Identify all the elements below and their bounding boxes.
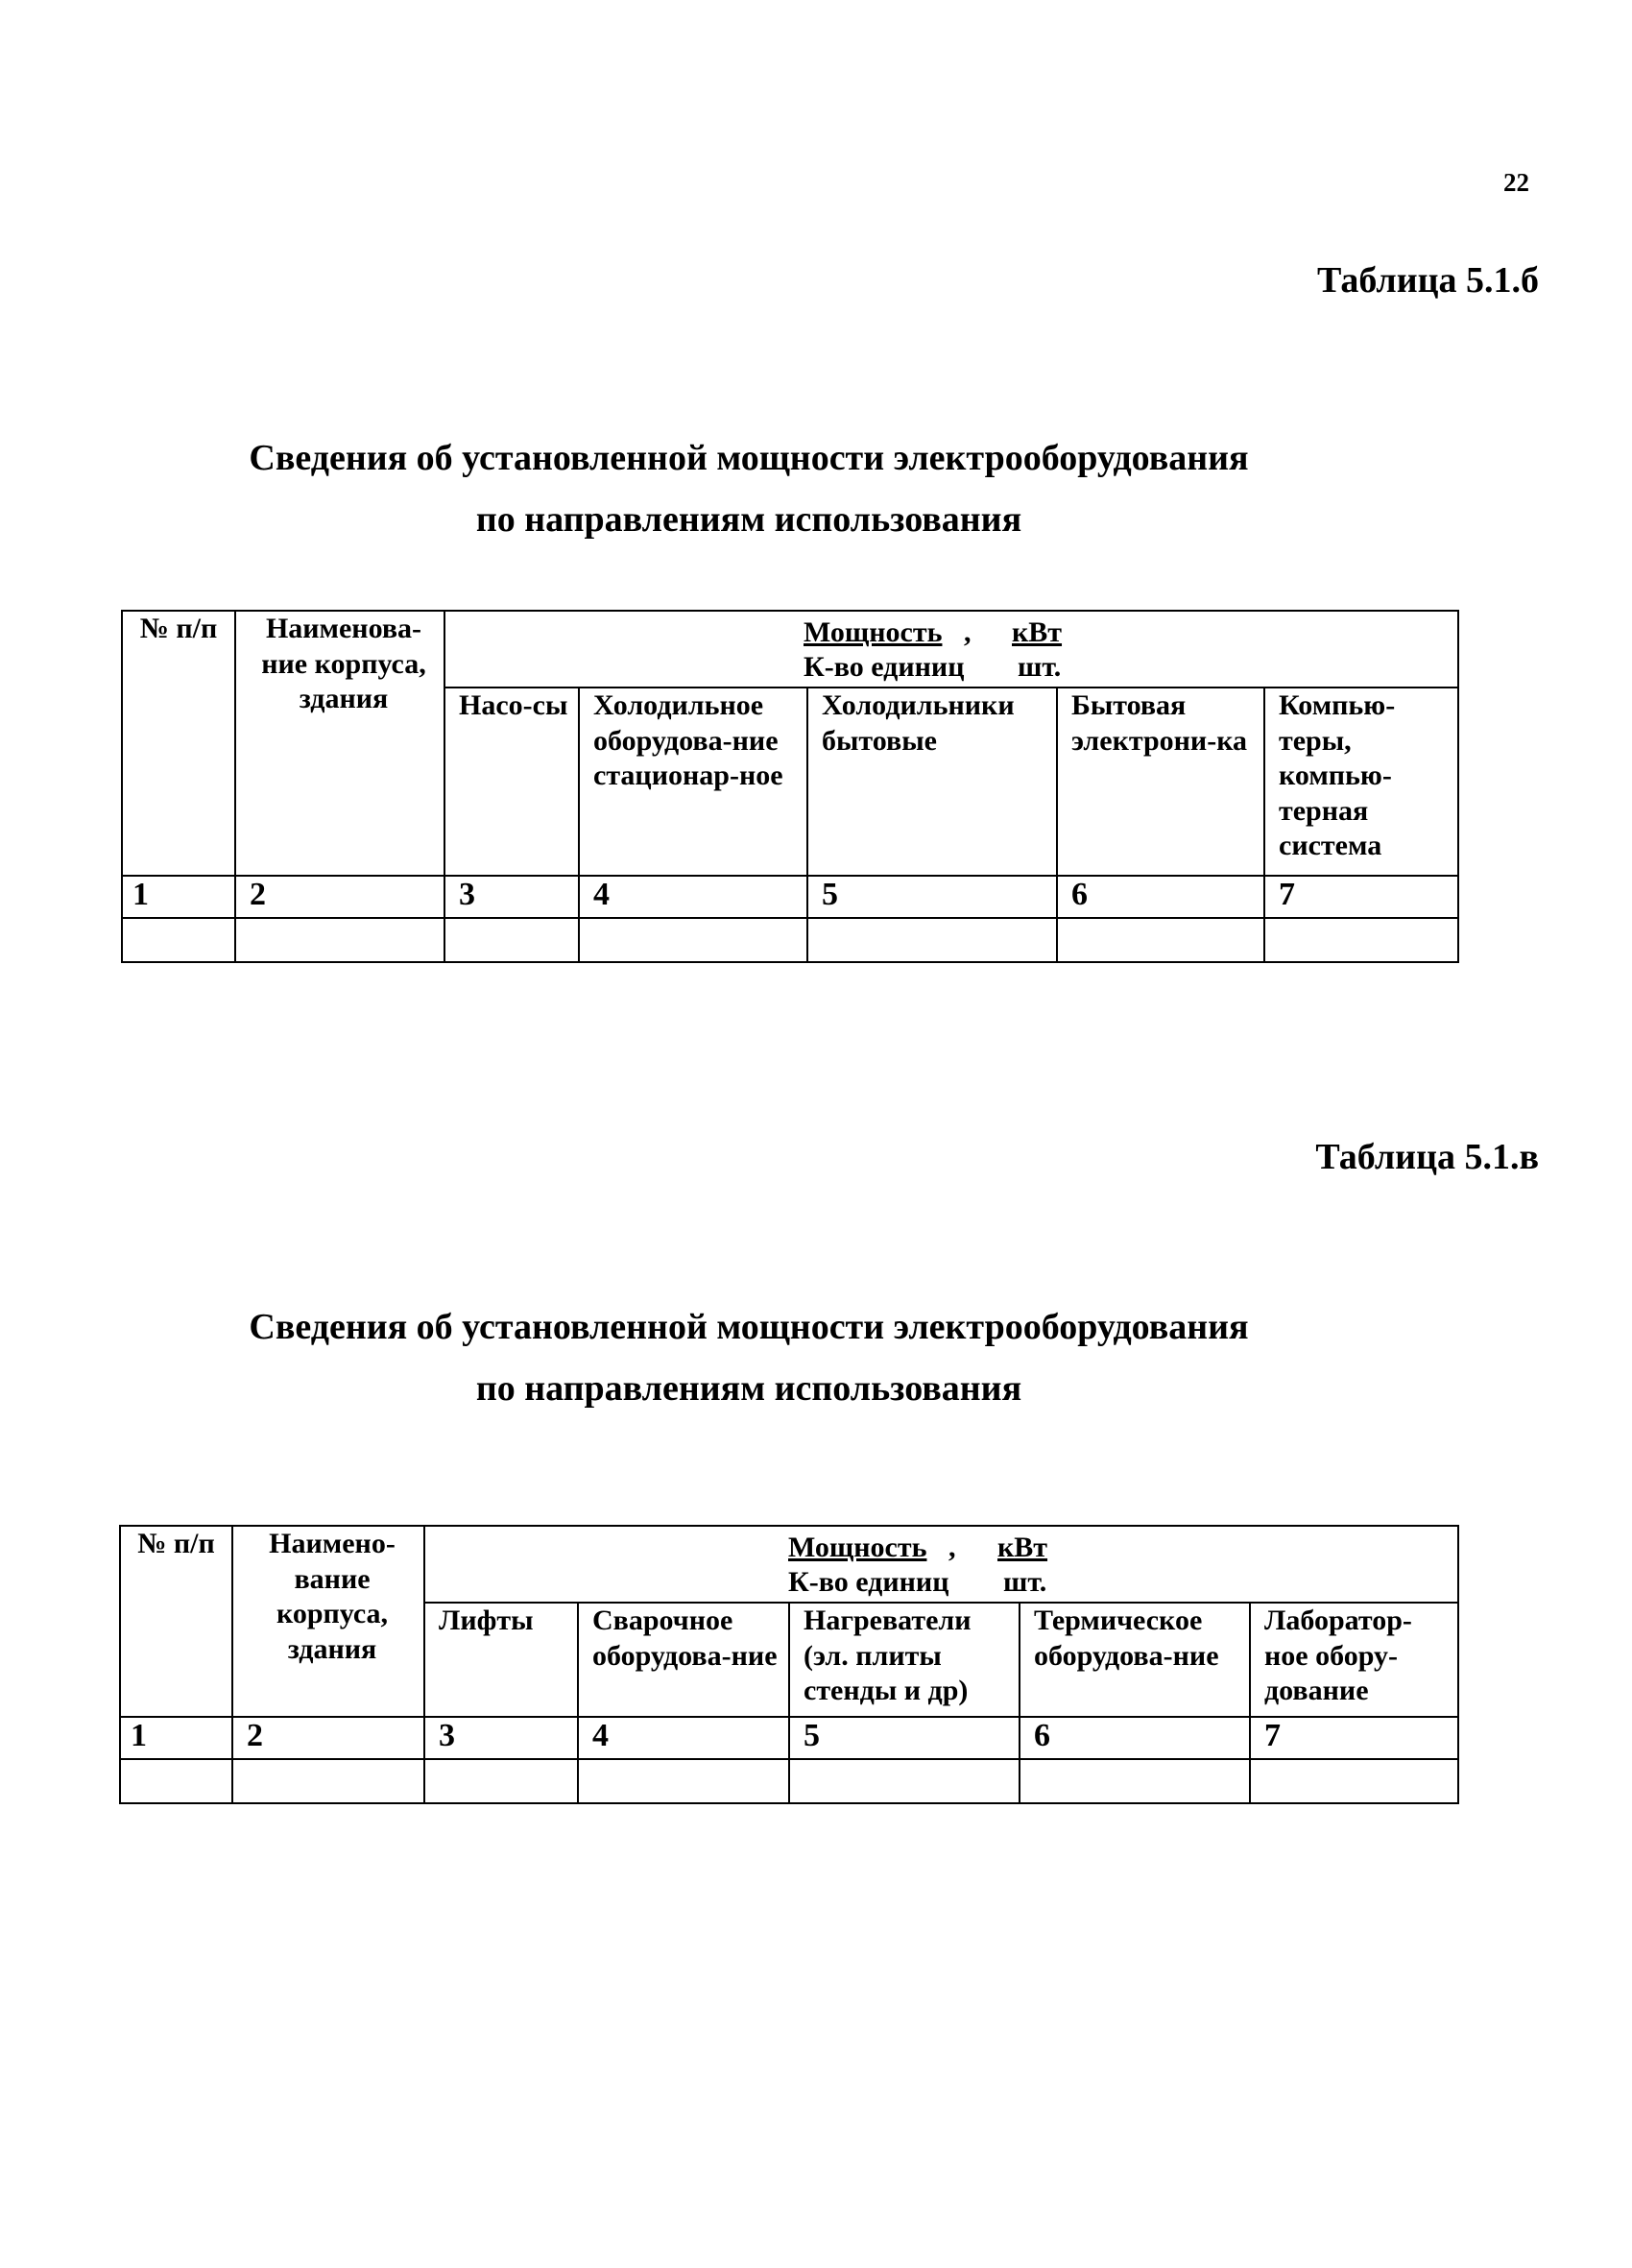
power-comma: , [948, 1532, 956, 1563]
empty-cell[interactable] [579, 918, 807, 962]
table-row [122, 918, 1458, 962]
header-name: Наименова-ние корпуса, здания [235, 611, 444, 876]
table-row [120, 1759, 1458, 1803]
column-header: Лаборатор-ное обору-дование [1250, 1603, 1458, 1717]
index-cell: 1 [122, 876, 235, 918]
index-cell: 4 [578, 1717, 789, 1759]
count-label: К-во единиц [788, 1566, 949, 1598]
heading-line-2: по направлениям использования [475, 1368, 1022, 1409]
index-cell: 5 [807, 876, 1057, 918]
index-cell: 2 [232, 1717, 424, 1759]
empty-cell[interactable] [1020, 1759, 1250, 1803]
index-cell: 4 [579, 876, 807, 918]
empty-cell[interactable] [1250, 1759, 1458, 1803]
empty-cell[interactable] [578, 1759, 789, 1803]
index-cell: 3 [444, 876, 579, 918]
column-header: Холодильное оборудова-ние стационар-ное [579, 688, 807, 876]
index-cell: 7 [1264, 876, 1458, 918]
index-cell: 7 [1250, 1717, 1458, 1759]
empty-cell[interactable] [1264, 918, 1458, 962]
index-cell: 3 [424, 1717, 578, 1759]
header-power [444, 611, 1458, 688]
power-unit: кВт [997, 1532, 1048, 1563]
index-cell: 6 [1020, 1717, 1250, 1759]
empty-cell[interactable] [1057, 918, 1264, 962]
heading-line-1: Сведения об установленной мощности электрооборудования [249, 438, 1249, 478]
power-label: Мощность [804, 616, 943, 648]
table-label-b: Таблица 5.1.б [1316, 260, 1539, 301]
index-cell: 2 [235, 876, 444, 918]
column-header: Сварочное оборудова-ние [578, 1603, 789, 1717]
header-num: № п/п [122, 611, 235, 876]
heading-line-2: по направлениям использования [475, 499, 1022, 540]
empty-cell[interactable] [424, 1759, 578, 1803]
power-label: Мощность [788, 1532, 927, 1563]
table-label-v: Таблица 5.1.в [1315, 1137, 1539, 1177]
column-header: Холодильники бытовые [807, 688, 1057, 876]
index-cell: 1 [120, 1717, 232, 1759]
index-cell: 5 [789, 1717, 1020, 1759]
count-unit: шт. [1003, 1566, 1047, 1598]
empty-cell[interactable] [122, 918, 235, 962]
heading-line-1: Сведения об установленной мощности электрооборудования [249, 1307, 1249, 1347]
empty-cell[interactable] [807, 918, 1057, 962]
page-number: 22 [1503, 168, 1529, 197]
column-header: Нагреватели (эл. плиты стенды и др) [789, 1603, 1020, 1717]
count-unit: шт. [1018, 651, 1062, 683]
column-header: Лифты [424, 1603, 578, 1717]
column-header: Насо-сы [444, 688, 579, 876]
column-header: Термическое оборудова-ние [1020, 1603, 1250, 1717]
power-unit: кВт [1012, 616, 1063, 648]
count-label: К-во единиц [804, 651, 965, 683]
empty-cell[interactable] [444, 918, 579, 962]
empty-cell[interactable] [120, 1759, 232, 1803]
empty-cell[interactable] [232, 1759, 424, 1803]
header-name: Наимено-вание корпуса, здания [232, 1526, 424, 1717]
index-cell: 6 [1057, 876, 1264, 918]
column-header: Компью-теры, компью-терная система [1264, 688, 1458, 876]
empty-cell[interactable] [235, 918, 444, 962]
table-b [121, 610, 1459, 963]
header-num: № п/п [120, 1526, 232, 1717]
header-power [424, 1526, 1458, 1603]
power-comma: , [964, 616, 972, 648]
table-v [119, 1525, 1459, 1804]
column-header: Бытовая электрони-ка [1057, 688, 1264, 876]
empty-cell[interactable] [789, 1759, 1020, 1803]
